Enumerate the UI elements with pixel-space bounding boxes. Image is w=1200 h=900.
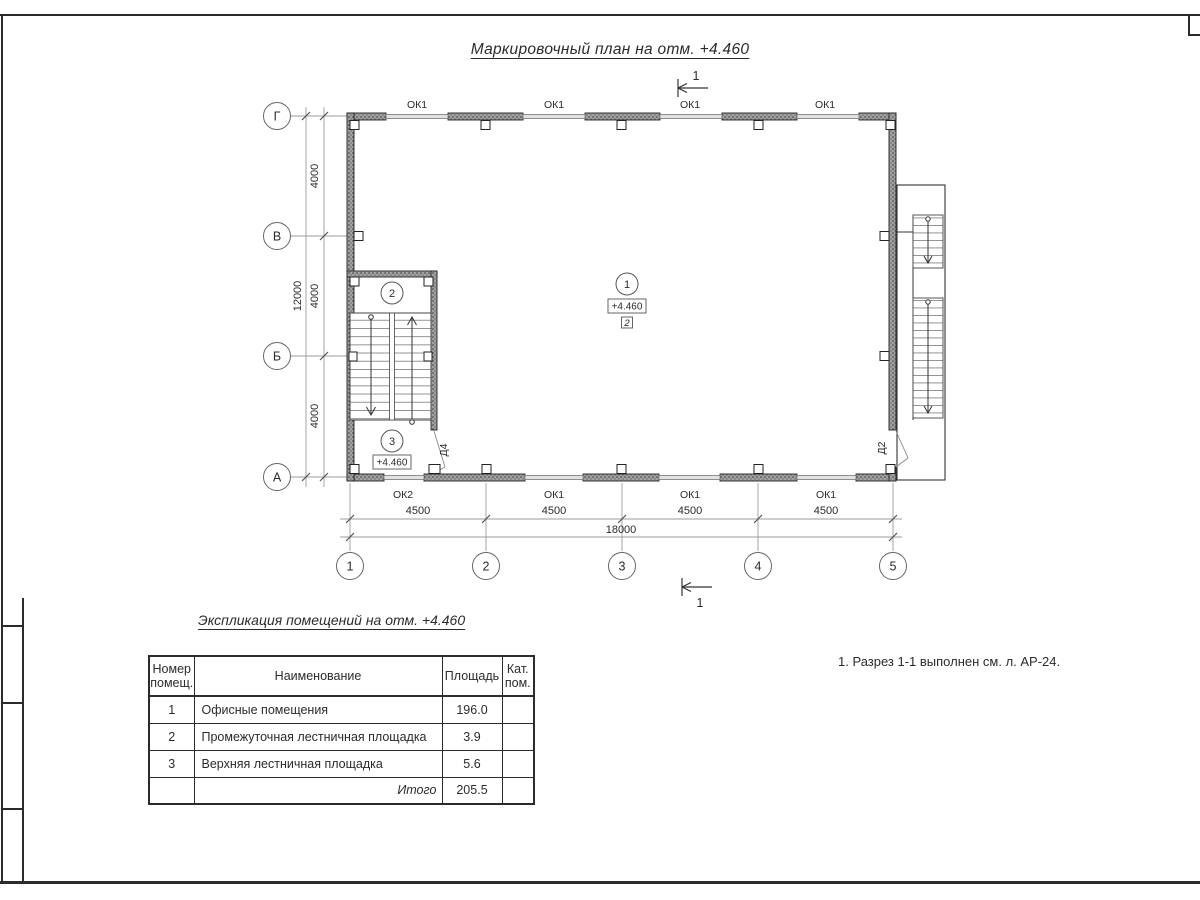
svg-text:4: 4 [754,559,762,574]
header-area: Площадь [442,656,502,696]
dim-4000: 4000 [309,283,321,309]
table-total-row [149,777,534,804]
axis-bubble-col-5 [880,553,907,580]
axis-bubble-col-1 [337,553,364,580]
dim-4000: 4000 [309,403,321,429]
svg-text:5: 5 [889,559,897,574]
room-name: Промежуточная лестничная площадка [194,723,442,750]
room-number: 2 [149,723,194,750]
axis-bubble-row-g [264,103,291,130]
section-note: 1. Разрез 1-1 выполнен см. л. АР-24. [838,654,1061,669]
axis-bubble-row-b [264,343,291,370]
total-empty-cell [149,777,194,804]
header-category: Кат. пом. [502,656,534,696]
svg-text:Г: Г [273,109,281,124]
table-row [149,723,534,750]
svg-text:2: 2 [388,288,396,300]
section-mark-bottom [682,578,712,610]
room-category [502,750,534,777]
total-area: 205.5 [442,777,502,804]
section-mark-top [678,69,708,97]
exterior-walls [347,113,896,481]
dim-18000: 18000 [605,524,637,536]
axis-bubble-row-a [264,464,291,491]
elevation-value: +4.460 [611,301,643,313]
svg-text:1: 1 [696,596,704,610]
elevation-value: +4.460 [376,457,408,469]
window-label-ok1: ОК1 [814,99,836,111]
dim-4500: 4500 [813,505,839,517]
room-marker-1 [608,273,646,329]
axis-bubble-col-4 [745,553,772,580]
window-label-ok1: ОК1 [679,489,701,501]
room-number: 1 [149,696,194,723]
window-label-ok1: ОК1 [406,99,428,111]
axis-bubble-col-2 [473,553,500,580]
room-marker-3 [373,430,411,469]
table-row [149,750,534,777]
window-label-ok1: ОК1 [543,489,565,501]
room-area: 3.9 [442,723,502,750]
svg-text:3: 3 [388,436,396,448]
dim-4500: 4500 [541,505,567,517]
room-marker-2 [381,282,403,304]
window-label-ok1: ОК1 [815,489,837,501]
header-name: Наименование [194,656,442,696]
total-category [502,777,534,804]
svg-text:1: 1 [346,559,354,574]
table-row [149,696,534,723]
stair-right [897,185,945,480]
total-label: Итого [194,777,442,804]
window-label-ok2: ОК2 [392,489,414,501]
svg-text:1: 1 [623,279,631,291]
door-label-d2: Д2 [876,441,888,455]
table-header-row [149,656,534,696]
dim-12000: 12000 [292,280,304,312]
room-area: 5.6 [442,750,502,777]
floor-type-mark: 2 [624,318,630,329]
room-category [502,696,534,723]
room-area: 196.0 [442,696,502,723]
table-title: Экспликация помещений на отм. +4.460 [198,612,466,628]
room-name: Верхняя лестничная площадка [194,750,442,777]
axis-bubble-row-v [264,223,291,250]
svg-text:3: 3 [618,559,626,574]
room-category [502,723,534,750]
room-number: 3 [149,750,194,777]
windows [384,115,859,480]
svg-text:2: 2 [482,559,490,574]
window-label-ok1: ОК1 [679,99,701,111]
header-room-number: Номер помещ. [149,656,194,696]
stair-left [350,313,431,424]
dim-4000: 4000 [309,163,321,189]
svg-text:Б: Б [272,349,282,364]
room-specification-table [148,655,535,805]
room-name: Офисные помещения [194,696,442,723]
axis-bubble-col-3 [609,553,636,580]
dim-4500: 4500 [405,505,431,517]
door-label-d4: Д4 [438,443,450,457]
dim-4500: 4500 [677,505,703,517]
window-label-ok1: ОК1 [543,99,565,111]
svg-text:А: А [272,470,282,485]
plan-title: Маркировочный план на отм. +4.460 [470,41,750,58]
svg-text:В: В [272,229,282,244]
svg-text:1: 1 [692,69,700,83]
